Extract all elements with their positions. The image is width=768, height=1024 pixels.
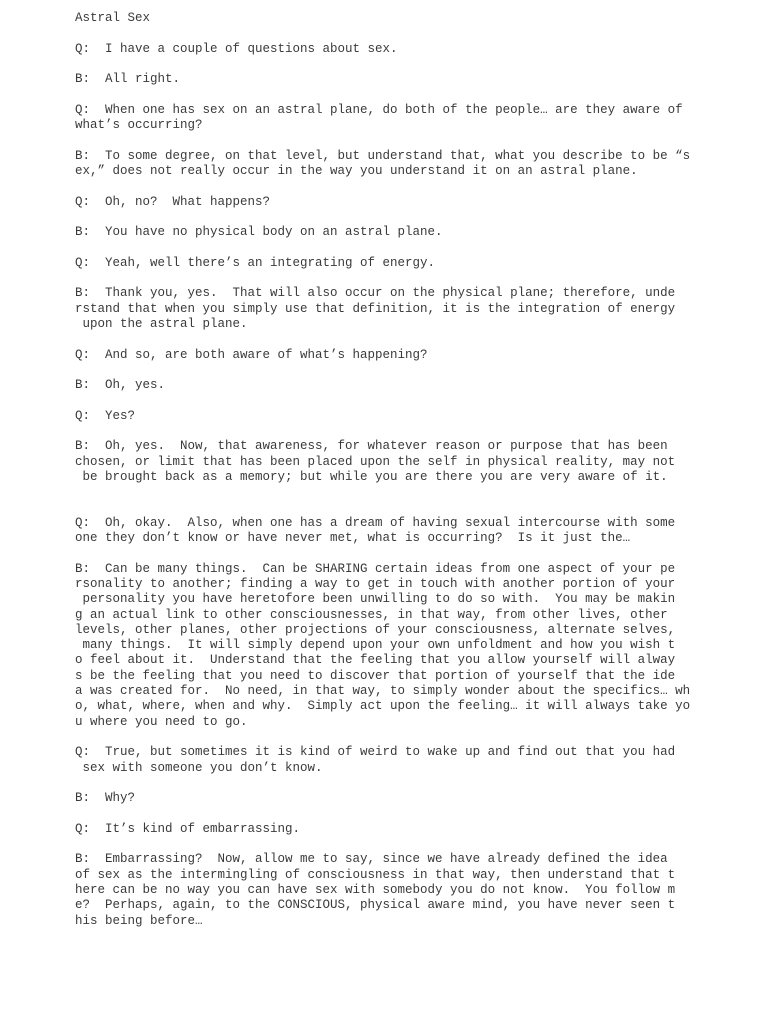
- paragraph: [75, 42, 715, 57]
- paragraph: [75, 439, 715, 485]
- text-line: B: All right.: [75, 72, 181, 87]
- paragraph: [75, 149, 715, 180]
- paragraph: [75, 378, 715, 393]
- text-line: e? Perhaps, again, to the CONSCIOUS, physical aware mind, you have never seen t: [75, 898, 676, 913]
- text-line: s be the feeling that you need to discover that portion of yourself that the ide: [75, 668, 676, 683]
- text-line: Q: When one has sex on an astral plane, do both of the people… are they aware of: [75, 102, 683, 117]
- paragraph: [75, 562, 715, 730]
- paragraph: [75, 72, 715, 87]
- text-line: personality you have heretofore been unwilling to do so with. You may be makin: [75, 592, 676, 607]
- text-line: o feel about it. Understand that the feeling that you allow yourself will alway: [75, 653, 676, 668]
- text-line: of sex as the intermingling of consciousness in that way, then understand that t: [75, 867, 676, 882]
- text-line: o, what, where, when and why. Simply act upon the feeling… it will always take yo: [75, 699, 691, 714]
- text-line: B: Thank you, yes. That will also occur on the physical plane; therefore, unde: [75, 286, 676, 301]
- document-body: [75, 42, 715, 929]
- text-line: rsonality to another; finding a way to get in touch with another portion of your: [75, 576, 676, 591]
- text-line: Q: True, but sometimes it is kind of weird to wake up and find out that you had: [75, 745, 676, 760]
- text-line: Q: Oh, okay. Also, when one has a dream of having sexual intercourse with some: [75, 515, 676, 530]
- text-line: Q: Yes?: [75, 408, 136, 423]
- text-line: sex with someone you don’t know.: [75, 760, 323, 775]
- text-line: chosen, or limit that has been placed upon the self in physical reality, may not: [75, 454, 676, 469]
- spacer: [75, 501, 715, 516]
- paragraph: [75, 822, 715, 837]
- text-line: ex,” does not really occur in the way you understand it on an astral plane.: [75, 163, 638, 178]
- text-line: be brought back as a memory; but while you are there you are very aware of it.: [75, 469, 668, 484]
- text-line: B: Can be many things. Can be SHARING certain ideas from one aspect of your pe: [75, 561, 676, 576]
- paragraph: [75, 195, 715, 210]
- text-line: B: Oh, yes.: [75, 378, 166, 393]
- text-line: a was created for. No need, in that way, to simply wonder about the specifics… wh: [75, 684, 691, 699]
- paragraph: [75, 791, 715, 806]
- text-line: B: You have no physical body on an astral plane.: [75, 225, 443, 240]
- text-line: levels, other planes, other projections of your consciousness, alternate selves,: [75, 622, 676, 637]
- text-line: Q: Yeah, well there’s an integrating of energy.: [75, 255, 436, 270]
- paragraph: [75, 516, 715, 547]
- text-line: Q: It’s kind of embarrassing.: [75, 821, 301, 836]
- text-line: upon the astral plane.: [75, 316, 248, 331]
- text-line: g an actual link to other consciousnesses, in that way, from other lives, other: [75, 607, 668, 622]
- text-line: B: To some degree, on that level, but understand that, what you describe to be “s: [75, 148, 691, 163]
- paragraph: [75, 852, 715, 928]
- paragraph: [75, 256, 715, 271]
- paragraph: [75, 225, 715, 240]
- text-line: here can be no way you can have sex with somebody you do not know. You follow m: [75, 882, 676, 897]
- paragraph: [75, 286, 715, 332]
- text-line: his being before…: [75, 913, 203, 928]
- paragraph: [75, 348, 715, 363]
- document-page: [75, 11, 715, 944]
- text-line: B: Embarrassing? Now, allow me to say, since we have already defined the idea: [75, 852, 668, 867]
- text-line: rstand that when you simply use that definition, it is the integration of energy: [75, 301, 676, 316]
- paragraph: [75, 745, 715, 776]
- text-line: many things. It will simply depend upon your own unfoldment and how you wish t: [75, 638, 676, 653]
- paragraph: [75, 409, 715, 424]
- document-title: Astral Sex: [75, 11, 151, 25]
- text-line: B: Oh, yes. Now, that awareness, for whatever reason or purpose that has been: [75, 439, 668, 454]
- text-line: one they don’t know or have never met, what is occurring? Is it just the…: [75, 531, 631, 546]
- text-line: u where you need to go.: [75, 714, 248, 729]
- paragraph: [75, 103, 715, 134]
- text-line: what’s occurring?: [75, 118, 203, 133]
- text-line: Q: I have a couple of questions about sex.: [75, 41, 398, 56]
- text-line: Q: And so, are both aware of what’s happening?: [75, 347, 428, 362]
- text-line: B: Why?: [75, 791, 136, 806]
- text-line: Q: Oh, no? What happens?: [75, 194, 271, 209]
